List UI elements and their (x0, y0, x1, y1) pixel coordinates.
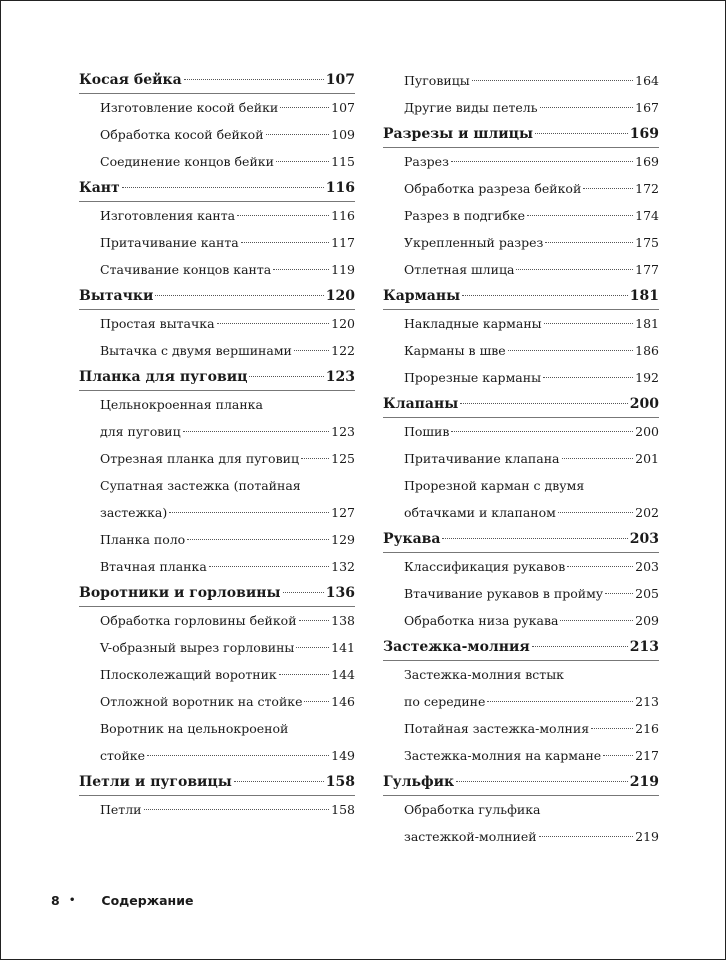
dot-leader (540, 107, 634, 108)
dot-leader (462, 295, 628, 296)
toc-entry-label: Обработка разреза бейкой (404, 181, 582, 196)
dot-leader (591, 728, 633, 729)
toc-entry-label: Плосколежащий воротник (100, 667, 277, 682)
dot-leader (516, 269, 633, 270)
toc-entry-label: Клапаны (383, 396, 459, 412)
toc-page-number: 149 (331, 748, 355, 763)
toc-subentry[interactable] (383, 445, 659, 472)
toc-entry-label: обтачками и клапаном (404, 505, 556, 520)
toc-page-number: 136 (325, 585, 355, 601)
dot-leader (147, 755, 329, 756)
dot-leader (183, 431, 329, 432)
toc-page-number: 175 (635, 235, 659, 250)
toc-subentry[interactable] (79, 715, 355, 742)
dot-leader (442, 538, 627, 539)
toc-subentry[interactable] (79, 391, 355, 418)
toc-page-number: 169 (635, 154, 659, 169)
dot-leader (249, 376, 323, 377)
toc-left-column (79, 67, 355, 823)
dot-leader (294, 350, 329, 351)
toc-page-number: 141 (331, 640, 355, 655)
bullet-icon: • (69, 895, 76, 906)
dot-leader (169, 512, 329, 513)
toc-page-number: 125 (331, 451, 355, 466)
toc-page-number: 213 (629, 639, 659, 655)
toc-section-entry[interactable] (383, 121, 659, 148)
toc-entry-label: Притачивание клапана (404, 451, 560, 466)
toc-page-number: 177 (635, 262, 659, 277)
toc-entry-label: Отлетная шлица (404, 262, 515, 277)
dot-leader (184, 79, 324, 80)
toc-page-number: 216 (635, 721, 659, 736)
dot-leader (583, 188, 633, 189)
toc-page-number: 107 (325, 72, 355, 88)
toc-entry-label: Обработка горловины бейкой (100, 613, 297, 628)
dot-leader (539, 836, 634, 837)
toc-entry-label: Простая вытачка (100, 316, 215, 331)
toc-page-number: 203 (635, 559, 659, 574)
dot-leader (122, 187, 324, 188)
toc-page-number: 181 (629, 288, 659, 304)
toc-subentry[interactable] (79, 418, 355, 445)
toc-subentry[interactable] (79, 121, 355, 148)
toc-page-number: 158 (325, 774, 355, 790)
toc-subentry[interactable] (383, 823, 659, 850)
toc-entry-label: Вытачки (79, 288, 154, 304)
toc-page-number: 127 (331, 505, 355, 520)
toc-page-number: 205 (635, 586, 659, 601)
dot-leader (304, 701, 329, 702)
toc-subentry[interactable] (383, 94, 659, 121)
toc-subentry[interactable] (79, 148, 355, 175)
dot-leader (545, 242, 633, 243)
toc-subentry[interactable] (79, 499, 355, 526)
dot-leader (508, 350, 634, 351)
toc-entry-label: Косая бейка (79, 72, 182, 88)
toc-entry-label: Цельнокроенная планка (100, 397, 263, 412)
toc-page-number: 200 (635, 424, 659, 439)
toc-section-entry[interactable] (79, 67, 355, 94)
dot-leader (451, 161, 633, 162)
toc-entry-label: Прорезной карман с двумя (404, 478, 585, 493)
toc-entry-label: Притачивание канта (100, 235, 239, 250)
toc-entry-label: Разрез в подгибке (404, 208, 526, 223)
toc-subentry[interactable] (383, 418, 659, 445)
toc-subentry[interactable] (383, 607, 659, 634)
toc-entry-label: Петли и пуговицы (79, 774, 232, 790)
toc-page-number: 123 (331, 424, 355, 439)
dot-leader (532, 646, 628, 647)
toc-page-number: 109 (331, 127, 355, 142)
toc-subentry[interactable] (383, 175, 659, 202)
toc-page-number: 107 (331, 100, 355, 115)
toc-entry-label: Соединение концов бейки (100, 154, 274, 169)
toc-subentry[interactable] (383, 499, 659, 526)
dot-leader (266, 134, 330, 135)
toc-subentry[interactable] (383, 310, 659, 337)
toc-entry-label: Петли (100, 802, 142, 817)
dot-leader (296, 647, 329, 648)
toc-subentry[interactable] (79, 526, 355, 553)
toc-entry-label: Обработка низа рукава (404, 613, 559, 628)
toc-entry-label: Гульфик (383, 774, 455, 790)
toc-entry-label: для пуговиц (100, 424, 181, 439)
toc-entry-label: застежкой-молнией (404, 829, 537, 844)
toc-subentry[interactable] (79, 445, 355, 472)
toc-page-number: 120 (325, 288, 355, 304)
toc-entry-label: Обработка косой бейкой (100, 127, 264, 142)
toc-entry-label: Застежка-молния (383, 639, 530, 655)
toc-entry-label: Разрезы и шлицы (383, 126, 534, 142)
toc-section-entry[interactable] (383, 769, 659, 796)
toc-page-number: 209 (635, 613, 659, 628)
toc-subentry[interactable] (383, 472, 659, 499)
toc-page-number: 115 (331, 154, 355, 169)
dot-leader (209, 566, 329, 567)
dot-leader (279, 674, 329, 675)
toc-section-entry[interactable] (383, 391, 659, 418)
toc-subentry[interactable] (383, 580, 659, 607)
toc-subentry[interactable] (79, 202, 355, 229)
toc-subentry[interactable] (79, 661, 355, 688)
page-number: 8 (51, 893, 60, 908)
toc-entry-label: Отрезная планка для пуговиц (100, 451, 299, 466)
toc-entry-label: Прорезные карманы (404, 370, 542, 385)
toc-page-number: 203 (629, 531, 659, 547)
toc-page-number: 146 (331, 694, 355, 709)
dot-leader (543, 377, 633, 378)
toc-page-number: 202 (635, 505, 659, 520)
toc-page-number: 169 (629, 126, 659, 142)
dot-leader (144, 809, 330, 810)
toc-subentry[interactable] (383, 67, 659, 94)
toc-page-number: 174 (635, 208, 659, 223)
toc-subentry[interactable] (383, 337, 659, 364)
toc-subentry[interactable] (383, 202, 659, 229)
toc-entry-label: стойке (100, 748, 145, 763)
toc-entry-label: Карманы (383, 288, 461, 304)
toc-entry-label: V-образный вырез горловины (100, 640, 295, 655)
toc-entry-label: Стачивание концов канта (100, 262, 272, 277)
toc-section-entry[interactable] (383, 526, 659, 553)
dot-leader (280, 107, 329, 108)
dot-leader (558, 512, 633, 513)
toc-section-entry[interactable] (383, 634, 659, 661)
toc-entry-label: Классификация рукавов (404, 559, 566, 574)
toc-section-entry[interactable] (79, 580, 355, 607)
toc-page-number: 219 (635, 829, 659, 844)
toc-page-number: 120 (331, 316, 355, 331)
toc-page-number: 192 (635, 370, 659, 385)
toc-entry-label: Застежка-молния на кармане (404, 748, 602, 763)
toc-entry-label: Другие виды петель (404, 100, 538, 115)
dot-leader (299, 620, 330, 621)
toc-entry-label: Супатная застежка (потайная (100, 478, 301, 493)
dot-leader (487, 701, 633, 702)
toc-subentry[interactable] (79, 229, 355, 256)
toc-subentry[interactable] (383, 364, 659, 391)
toc-entry-label: Вытачка с двумя вершинами (100, 343, 292, 358)
toc-section-entry[interactable] (383, 283, 659, 310)
dot-leader (283, 592, 324, 593)
toc-subentry[interactable] (79, 607, 355, 634)
dot-leader (234, 781, 324, 782)
dot-leader (241, 242, 329, 243)
dot-leader (276, 161, 329, 162)
toc-page-number: 119 (331, 262, 355, 277)
page-footer (51, 893, 193, 908)
toc-entry-label: Разрез (404, 154, 449, 169)
dot-leader (560, 620, 633, 621)
toc-page-number: 219 (629, 774, 659, 790)
toc-page-number: 123 (325, 369, 355, 385)
toc-subentry[interactable] (383, 796, 659, 823)
toc-entry-label: Отложной воротник на стойке (100, 694, 303, 709)
toc-entry-label: Обработка гульфика (404, 802, 541, 817)
toc-right-column (383, 67, 659, 850)
toc-entry-label: Втачная планка (100, 559, 207, 574)
toc-page-number: 201 (635, 451, 659, 466)
toc-page-number: 138 (331, 613, 355, 628)
toc-page-number: 132 (331, 559, 355, 574)
toc-entry-label: Застежка-молния встык (404, 667, 564, 682)
dot-leader (544, 323, 634, 324)
toc-page-number: 164 (635, 73, 659, 88)
toc-subentry[interactable] (79, 634, 355, 661)
toc-page-number: 122 (331, 343, 355, 358)
toc-subentry[interactable] (383, 148, 659, 175)
toc-subentry[interactable] (383, 229, 659, 256)
toc-section-entry[interactable] (79, 175, 355, 202)
dot-leader (456, 781, 628, 782)
toc-page-number: 144 (331, 667, 355, 682)
toc-subentry[interactable] (383, 661, 659, 688)
toc-page-number: 167 (635, 100, 659, 115)
toc-page-number: 200 (629, 396, 659, 412)
toc-entry-label: Пошив (404, 424, 450, 439)
dot-leader (567, 566, 633, 567)
dot-leader (155, 295, 323, 296)
dot-leader (562, 458, 634, 459)
toc-entry-label: Рукава (383, 531, 441, 547)
toc-entry-label: Пуговицы (404, 73, 470, 88)
dot-leader (451, 431, 633, 432)
toc-page-number: 217 (635, 748, 659, 763)
toc-page-number: 213 (635, 694, 659, 709)
toc-page-number: 129 (331, 532, 355, 547)
toc-entry-label: по середине (404, 694, 486, 709)
toc-subentry[interactable] (383, 715, 659, 742)
dot-leader (217, 323, 330, 324)
toc-subentry[interactable] (79, 310, 355, 337)
toc-entry-label: застежка) (100, 505, 168, 520)
toc-entry-label: Укрепленный разрез (404, 235, 544, 250)
toc-entry-label: Планка поло (100, 532, 186, 547)
dot-leader (237, 215, 329, 216)
toc-subentry[interactable] (383, 256, 659, 283)
toc-entry-label: Планка для пуговиц (79, 369, 248, 385)
toc-entry-label: Втачивание рукавов в пройму (404, 586, 604, 601)
toc-section-entry[interactable] (79, 364, 355, 391)
toc-subentry[interactable] (79, 337, 355, 364)
toc-page-number: 172 (635, 181, 659, 196)
dot-leader (472, 80, 633, 81)
toc-subentry[interactable] (383, 742, 659, 769)
toc-section-entry[interactable] (79, 283, 355, 310)
toc-section-entry[interactable] (79, 769, 355, 796)
toc-entry-label: Кант (79, 180, 120, 196)
dot-leader (527, 215, 633, 216)
toc-page-number: 116 (331, 208, 355, 223)
toc-entry-label: Накладные карманы (404, 316, 542, 331)
toc-entry-label: Изготовление косой бейки (100, 100, 279, 115)
toc-entry-label: Карманы в шве (404, 343, 506, 358)
dot-leader (603, 755, 633, 756)
toc-subentry[interactable] (79, 553, 355, 580)
toc-page-number: 158 (331, 802, 355, 817)
dot-leader (301, 458, 329, 459)
toc-subentry[interactable] (79, 256, 355, 283)
toc-subentry[interactable] (79, 742, 355, 769)
toc-entry-label: Изготовления канта (100, 208, 236, 223)
toc-entry-label: Воротник на цельнокроеной (100, 721, 289, 736)
toc-subentry[interactable] (79, 688, 355, 715)
dot-leader (273, 269, 329, 270)
toc-subentry[interactable] (383, 553, 659, 580)
dot-leader (460, 403, 627, 404)
toc-subentry[interactable] (79, 94, 355, 121)
toc-subentry[interactable] (79, 472, 355, 499)
toc-subentry[interactable] (383, 688, 659, 715)
toc-subentry[interactable] (79, 796, 355, 823)
toc-page-number: 116 (325, 180, 355, 196)
toc-entry-label: Потайная застежка-молния (404, 721, 590, 736)
toc-page-number: 181 (635, 316, 659, 331)
footer-title: Содержание (101, 893, 194, 908)
toc-entry-label: Воротники и горловины (79, 585, 281, 601)
dot-leader (535, 133, 628, 134)
dot-leader (187, 539, 329, 540)
toc-page-number: 117 (331, 235, 355, 250)
dot-leader (605, 593, 633, 594)
toc-page-number: 186 (635, 343, 659, 358)
